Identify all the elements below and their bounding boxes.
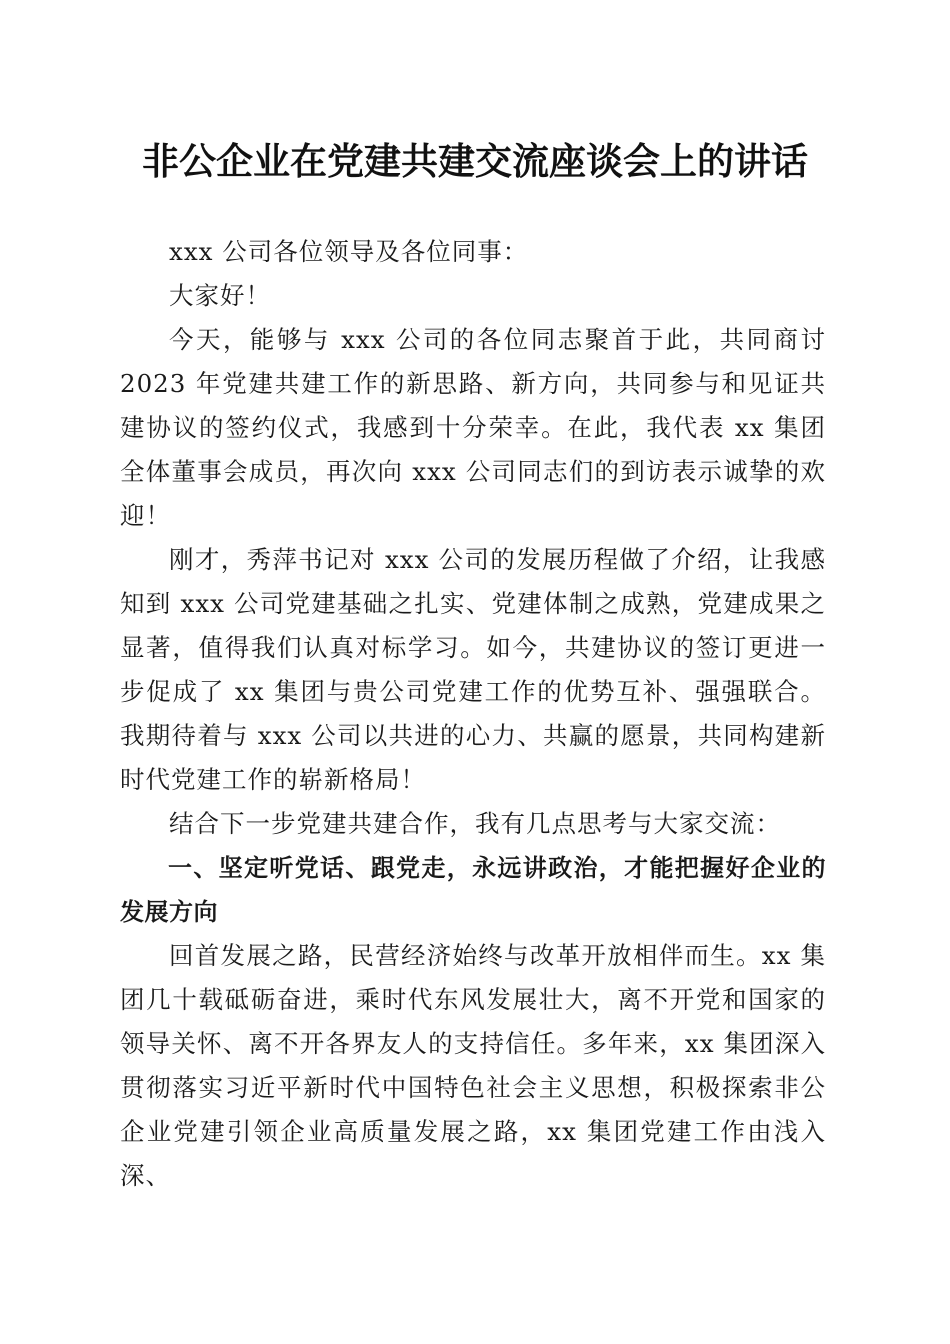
salutation: xxx 公司各位领导及各位同事：	[169, 237, 529, 266]
paragraph-transition: 结合下一步党建共建合作，我有几点思考与大家交流：	[169, 809, 781, 838]
document-body	[120, 230, 826, 1198]
paragraph-opening: 今天，能够与 xxx 公司的各位同志聚首于此，共同商讨 2023 年党建共建工作的新思路、新方向，共同参与和见证共建协议的签约仪式，我感到十分荣幸。在此，我代表 xx 集团全体董事会成员，再次向 xxx 公司同志们的到访表示诚挚的欢迎！	[120, 325, 826, 530]
section-paragraph: 回首发展之路，民营经济始终与改革开放相伴而生。xx 集团几十载砥砺奋进，乘时代东风发展壮大，离不开党和国家的领导关怀、离不开各界友人的支持信任。多年来，xx 集团深入贯彻落实习近平新时代中国特色社会主义思想，积极探索非公企业党建引领企业高质量发展之路，xx 集团党建工作由浅入深、	[120, 941, 826, 1190]
greeting: 大家好！	[169, 281, 271, 310]
paragraph-introduction: 刚才，秀萍书记对 xxx 公司的发展历程做了介绍，让我感知到 xxx 公司党建基础之扎实、党建体制之成熟，党建成果之显著，值得我们认真对标学习。如今，共建协议的签订更进一步促成了 xx 集团与贵公司党建工作的优势互补、强强联合。我期待着与 xxx 公司以共进的心力、共赢的愿景，共同构建新时代党建工作的崭新格局！	[120, 545, 826, 794]
document-title: 非公企业在党建共建交流座谈会上的讲话	[142, 139, 808, 183]
section-heading: 一、坚定听党话、跟党走，永远讲政治，才能把握好企业的发展方向	[120, 854, 826, 926]
